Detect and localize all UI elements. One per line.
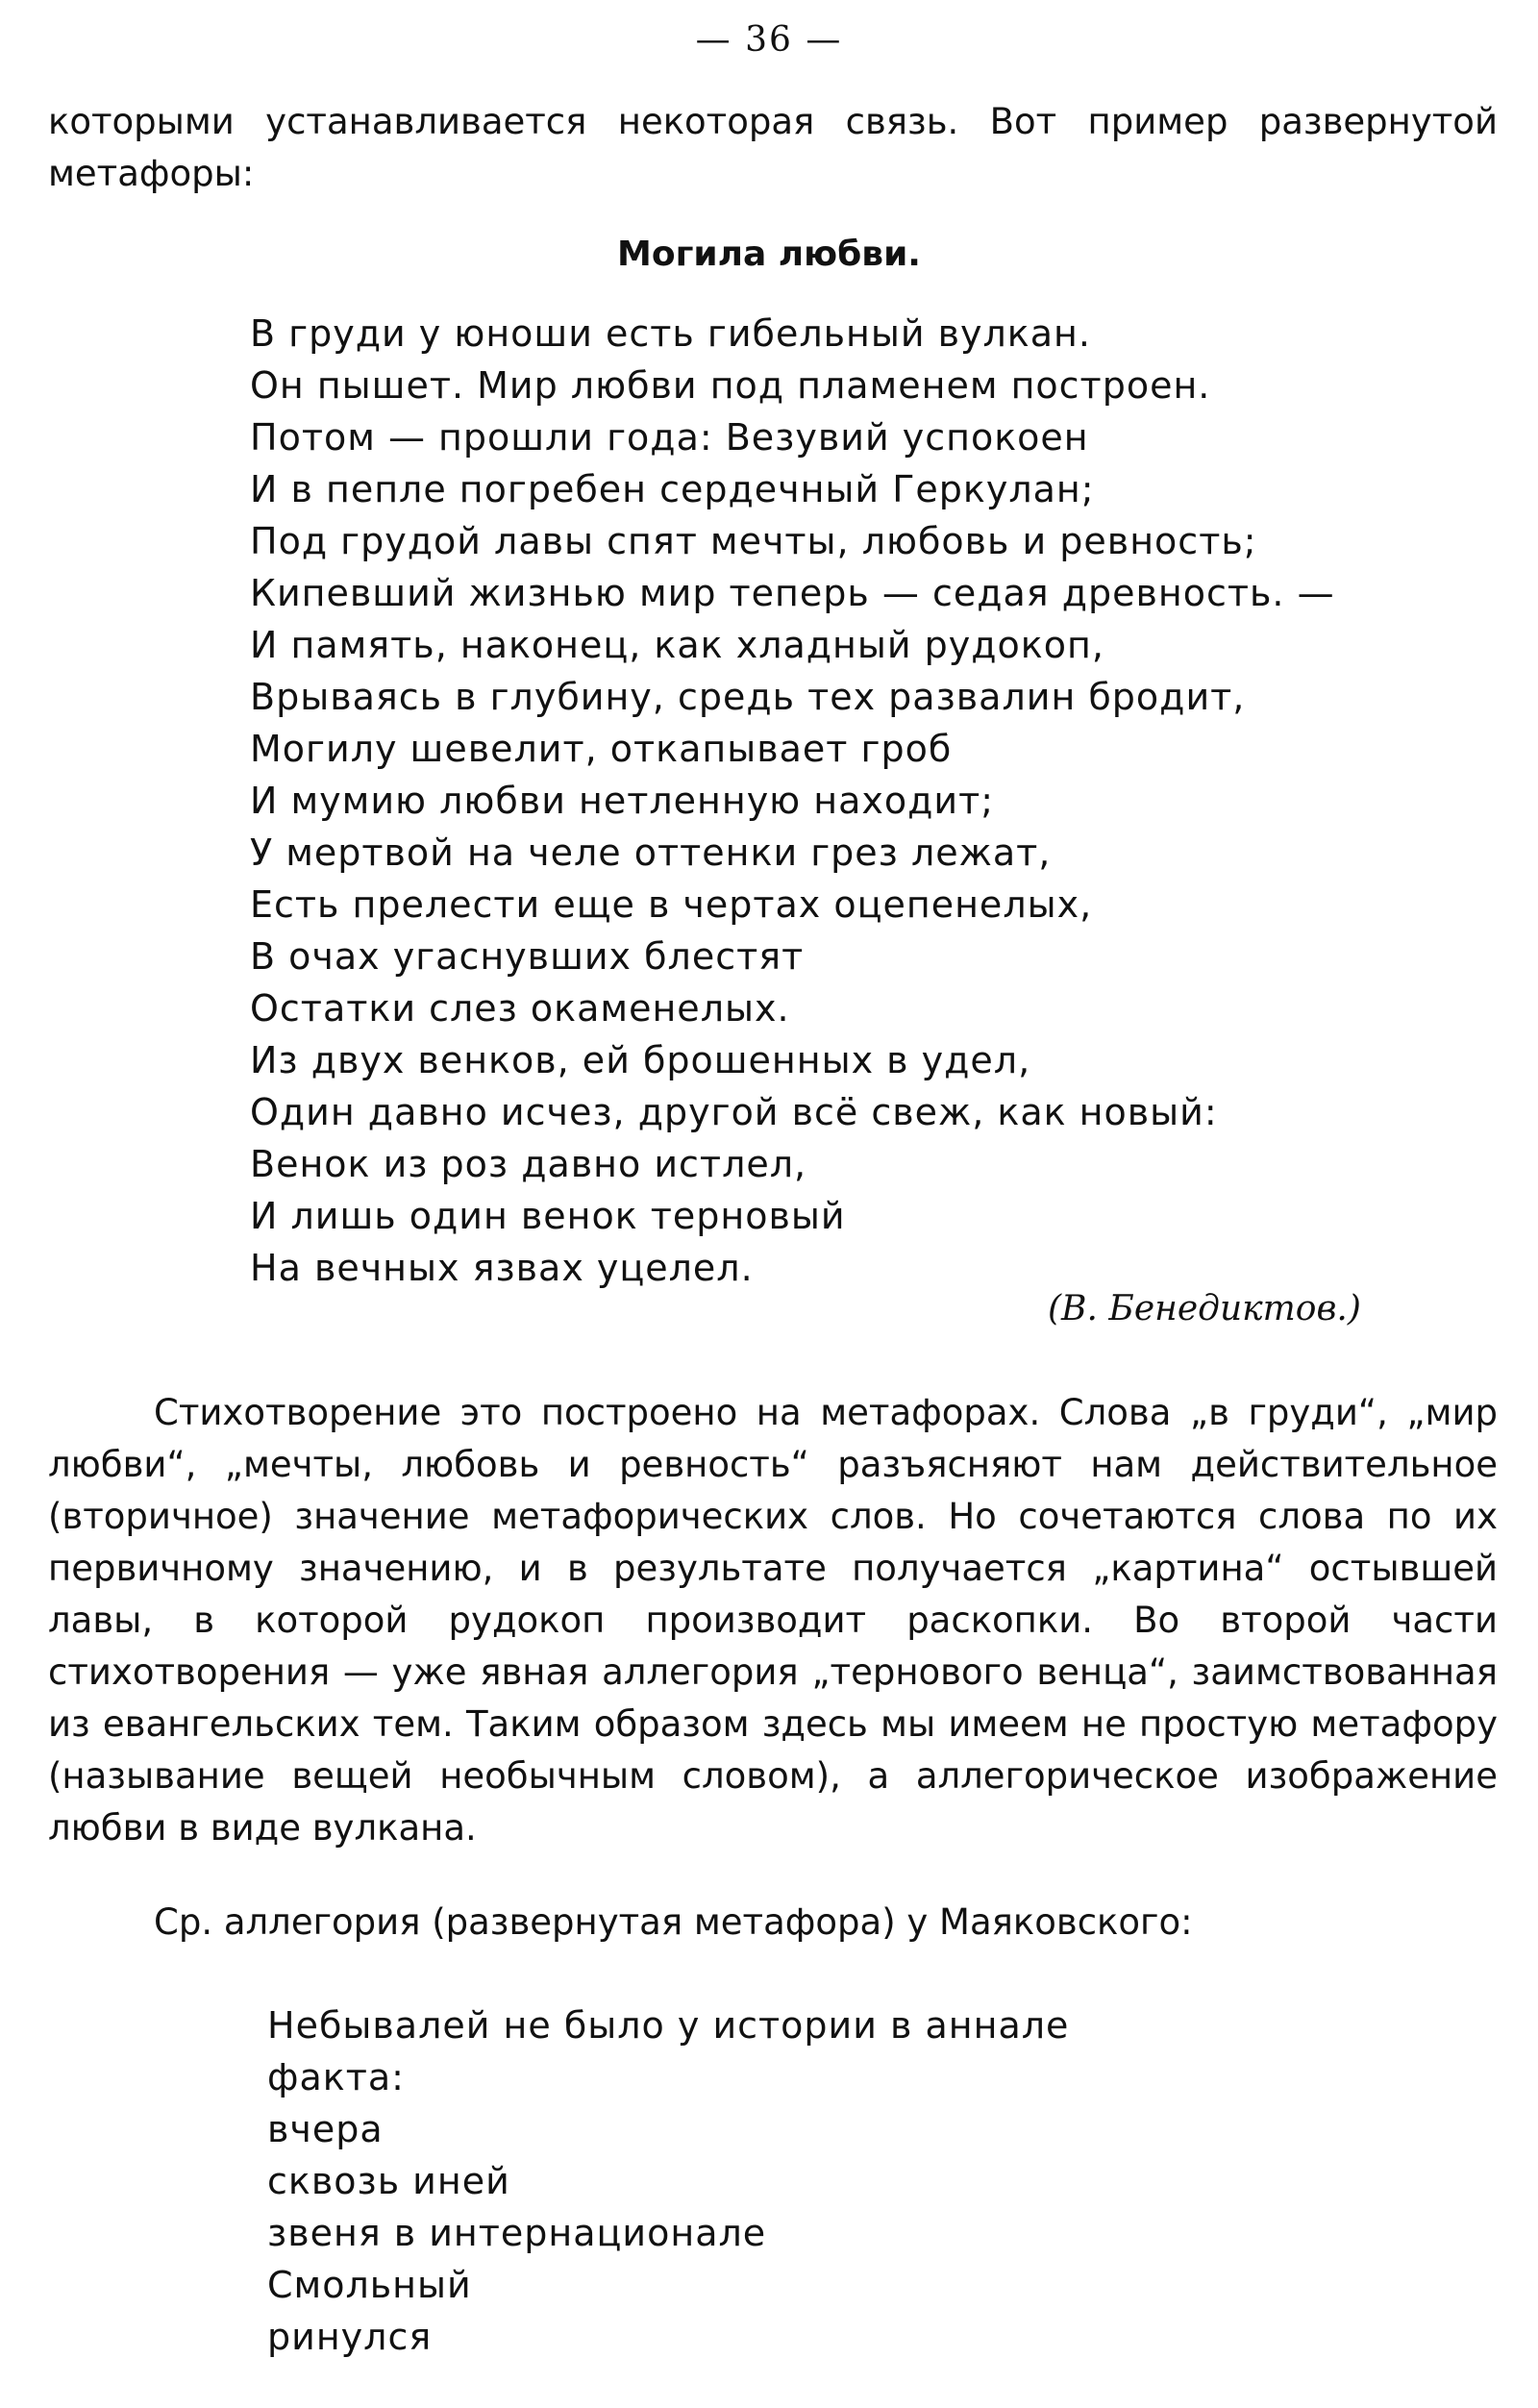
poem-line: Он пышет. Мир любви под пламенем построен. xyxy=(250,364,1211,407)
poem-line: И в пепле погребен сердечный Геркулан; xyxy=(250,468,1095,510)
poem-line: У мертвой на челе оттенки грез лежат, xyxy=(250,832,1052,874)
poem-line: Остатки слез окаменелых. xyxy=(250,987,790,1030)
poem-line: Могилу шевелит, откапывает гроб xyxy=(250,728,953,770)
poem-title: Могила любви. xyxy=(617,235,921,274)
poem-line: Один давно исчез, другой всё свеж, как новый: xyxy=(250,1091,1218,1133)
intro-paragraph: которыми устанавливается некоторая связь. Вот пример развернутой метафоры: xyxy=(48,101,1498,194)
quote-line: ринулся xyxy=(267,2316,433,2358)
poem-line: Венок из роз давно истлел, xyxy=(250,1143,807,1185)
poem-line: Врываясь в глубину, средь тех развалин бродит, xyxy=(250,676,1246,718)
quote-line: сквозь иней xyxy=(267,2160,510,2202)
quote-line: Небывалей не было у истории в аннале xyxy=(267,2004,1070,2047)
poem-line: В груди у юноши есть гибельный вулкан. xyxy=(250,312,1091,355)
poem-line: Из двух венков, ей брошенных в удел, xyxy=(250,1039,1031,1081)
poem-line: В очах угаснувших блестят xyxy=(250,935,805,978)
quote-line: факта: xyxy=(267,2056,405,2098)
poem-line: Кипевший жизнью мир теперь — седая древность. — xyxy=(250,572,1335,614)
quote-line: звеня в интернационале xyxy=(267,2212,767,2254)
poem-line: Под грудой лавы спят мечты, любовь и ревность; xyxy=(250,520,1257,562)
mayakovsky-quote xyxy=(267,1999,1069,2363)
page-number: — 36 — xyxy=(695,20,843,60)
analysis-paragraph: Стихотворение это построено на метафорах. Слова „в груди“, „мир любви“, „мечты, любовь и ревность“ разъясняют нам действительное (вторичное) значение метафорических слов. Но сочетаются слова по их первичному значению, и в результате получается „картина“ остывшей лавы, в которой рудокоп производит раскопки. Во второй части стихотворения — уже явная аллегория „тернового венца“, заимствованная из евангельских тем. Таким образом здесь мы имеем не простую метафору (называние вещей необычным словом), а аллегорическое изображение любви в виде вулкана. xyxy=(48,1392,1498,1849)
poem-line: Есть прелести еще в чертах оцепенелых, xyxy=(250,883,1093,926)
quote-line: Смольный xyxy=(267,2264,472,2306)
poem-line: На вечных язвах уцелел. xyxy=(250,1247,754,1289)
poem-attribution: (В. Бенедиктов.) xyxy=(1048,1289,1361,1328)
poem-line: И мумию любви нетленную находит; xyxy=(250,780,995,822)
poem-stanza xyxy=(250,308,1335,1294)
poem-line: Потом — прошли года: Везувий успокоен xyxy=(250,416,1089,459)
comparison-paragraph: Ср. аллегория (развернутая метафора) у Маяковского: xyxy=(154,1901,1193,1943)
poem-line: И лишь один венок терновый xyxy=(250,1195,846,1237)
poem-line: И память, наконец, как хладный рудокоп, xyxy=(250,624,1104,666)
quote-line: вчера xyxy=(267,2108,384,2150)
